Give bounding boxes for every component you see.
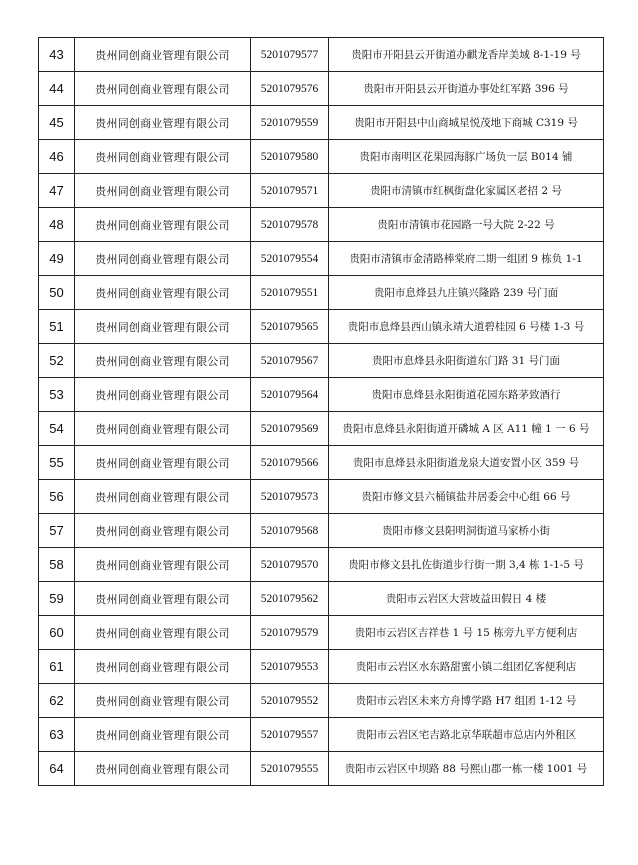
table-row bbox=[39, 412, 604, 446]
records-table-body bbox=[39, 38, 604, 786]
company-name-cell: 贵州同创商业管理有限公司 bbox=[75, 412, 251, 446]
store-code-cell: 5201079566 bbox=[251, 446, 329, 480]
table-row bbox=[39, 752, 604, 786]
row-number-cell: 44 bbox=[39, 72, 75, 106]
row-number-cell: 56 bbox=[39, 480, 75, 514]
row-number-cell: 54 bbox=[39, 412, 75, 446]
row-number-cell: 59 bbox=[39, 582, 75, 616]
row-number-cell: 43 bbox=[39, 38, 75, 72]
company-name-cell: 贵州同创商业管理有限公司 bbox=[75, 616, 251, 650]
records-table bbox=[38, 37, 604, 786]
store-code-cell: 5201079568 bbox=[251, 514, 329, 548]
store-code-cell: 5201079557 bbox=[251, 718, 329, 752]
company-name-cell: 贵州同创商业管理有限公司 bbox=[75, 582, 251, 616]
row-number-cell: 60 bbox=[39, 616, 75, 650]
address-cell: 贵阳市清镇市金清路棒棠府二期一组团 9 栋负 1-1 bbox=[329, 242, 604, 276]
row-number-cell: 53 bbox=[39, 378, 75, 412]
company-name-cell: 贵州同创商业管理有限公司 bbox=[75, 752, 251, 786]
table-row bbox=[39, 650, 604, 684]
store-code-cell: 5201079553 bbox=[251, 650, 329, 684]
address-cell: 贵阳市云岩区大营坡益田假日 4 楼 bbox=[329, 582, 604, 616]
company-name-cell: 贵州同创商业管理有限公司 bbox=[75, 140, 251, 174]
company-name-cell: 贵州同创商业管理有限公司 bbox=[75, 38, 251, 72]
address-cell: 贵阳市云岩区未来方舟博学路 H7 组团 1-12 号 bbox=[329, 684, 604, 718]
store-code-cell: 5201079562 bbox=[251, 582, 329, 616]
table-row bbox=[39, 208, 604, 242]
table-row bbox=[39, 38, 604, 72]
table-row bbox=[39, 140, 604, 174]
address-cell: 贵阳市清镇市红枫街盘化家属区老招 2 号 bbox=[329, 174, 604, 208]
store-code-cell: 5201079552 bbox=[251, 684, 329, 718]
document-page bbox=[38, 37, 603, 786]
store-code-cell: 5201079576 bbox=[251, 72, 329, 106]
row-number-cell: 47 bbox=[39, 174, 75, 208]
table-row bbox=[39, 310, 604, 344]
company-name-cell: 贵州同创商业管理有限公司 bbox=[75, 276, 251, 310]
address-cell: 贵阳市清镇市花园路一号大院 2-22 号 bbox=[329, 208, 604, 242]
row-number-cell: 58 bbox=[39, 548, 75, 582]
store-code-cell: 5201079570 bbox=[251, 548, 329, 582]
table-row bbox=[39, 344, 604, 378]
store-code-cell: 5201079555 bbox=[251, 752, 329, 786]
store-code-cell: 5201079551 bbox=[251, 276, 329, 310]
row-number-cell: 57 bbox=[39, 514, 75, 548]
address-cell: 贵阳市息烽县九庄镇兴隆路 239 号门面 bbox=[329, 276, 604, 310]
company-name-cell: 贵州同创商业管理有限公司 bbox=[75, 650, 251, 684]
table-row bbox=[39, 582, 604, 616]
store-code-cell: 5201079579 bbox=[251, 616, 329, 650]
table-row bbox=[39, 106, 604, 140]
address-cell: 贵阳市修文县扎佐街道步行街一期 3,4 栋 1-1-5 号 bbox=[329, 548, 604, 582]
address-cell: 贵阳市息烽县永阳街道花园东路茅致酒行 bbox=[329, 378, 604, 412]
store-code-cell: 5201079554 bbox=[251, 242, 329, 276]
company-name-cell: 贵州同创商业管理有限公司 bbox=[75, 106, 251, 140]
company-name-cell: 贵州同创商业管理有限公司 bbox=[75, 344, 251, 378]
address-cell: 贵阳市修文县六桶镇盐井居委会中心组 66 号 bbox=[329, 480, 604, 514]
row-number-cell: 61 bbox=[39, 650, 75, 684]
store-code-cell: 5201079564 bbox=[251, 378, 329, 412]
company-name-cell: 贵州同创商业管理有限公司 bbox=[75, 310, 251, 344]
store-code-cell: 5201079578 bbox=[251, 208, 329, 242]
store-code-cell: 5201079559 bbox=[251, 106, 329, 140]
table-row bbox=[39, 378, 604, 412]
company-name-cell: 贵州同创商业管理有限公司 bbox=[75, 684, 251, 718]
company-name-cell: 贵州同创商业管理有限公司 bbox=[75, 446, 251, 480]
row-number-cell: 52 bbox=[39, 344, 75, 378]
store-code-cell: 5201079571 bbox=[251, 174, 329, 208]
table-row bbox=[39, 684, 604, 718]
row-number-cell: 45 bbox=[39, 106, 75, 140]
table-row bbox=[39, 72, 604, 106]
table-row bbox=[39, 616, 604, 650]
row-number-cell: 49 bbox=[39, 242, 75, 276]
company-name-cell: 贵州同创商业管理有限公司 bbox=[75, 208, 251, 242]
company-name-cell: 贵州同创商业管理有限公司 bbox=[75, 174, 251, 208]
table-row bbox=[39, 480, 604, 514]
row-number-cell: 64 bbox=[39, 752, 75, 786]
table-row bbox=[39, 174, 604, 208]
table-row bbox=[39, 718, 604, 752]
company-name-cell: 贵州同创商业管理有限公司 bbox=[75, 72, 251, 106]
row-number-cell: 51 bbox=[39, 310, 75, 344]
address-cell: 贵阳市息烽县西山镇永靖大道碧桂园 6 号楼 1-3 号 bbox=[329, 310, 604, 344]
row-number-cell: 62 bbox=[39, 684, 75, 718]
row-number-cell: 63 bbox=[39, 718, 75, 752]
company-name-cell: 贵州同创商业管理有限公司 bbox=[75, 242, 251, 276]
table-row bbox=[39, 548, 604, 582]
address-cell: 贵阳市息烽县永阳街道东门路 31 号门面 bbox=[329, 344, 604, 378]
table-row bbox=[39, 446, 604, 480]
row-number-cell: 48 bbox=[39, 208, 75, 242]
store-code-cell: 5201079569 bbox=[251, 412, 329, 446]
company-name-cell: 贵州同创商业管理有限公司 bbox=[75, 514, 251, 548]
address-cell: 贵阳市云岩区吉祥巷 1 号 15 栋旁九平方便利店 bbox=[329, 616, 604, 650]
address-cell: 贵阳市云岩区中坝路 88 号熙山郡一栋一楼 1001 号 bbox=[329, 752, 604, 786]
company-name-cell: 贵州同创商业管理有限公司 bbox=[75, 378, 251, 412]
table-row bbox=[39, 242, 604, 276]
address-cell: 贵阳市开阳县云开街道办事处红军路 396 号 bbox=[329, 72, 604, 106]
address-cell: 贵阳市开阳县中山商城星悦茂地下商城 C319 号 bbox=[329, 106, 604, 140]
store-code-cell: 5201079580 bbox=[251, 140, 329, 174]
store-code-cell: 5201079565 bbox=[251, 310, 329, 344]
company-name-cell: 贵州同创商业管理有限公司 bbox=[75, 718, 251, 752]
company-name-cell: 贵州同创商业管理有限公司 bbox=[75, 548, 251, 582]
address-cell: 贵阳市息烽县永阳街道开磷城 A 区 A11 幢 1 一 6 号 bbox=[329, 412, 604, 446]
store-code-cell: 5201079577 bbox=[251, 38, 329, 72]
table-row bbox=[39, 276, 604, 310]
row-number-cell: 46 bbox=[39, 140, 75, 174]
address-cell: 贵阳市修文县阳明洞街道马家桥小街 bbox=[329, 514, 604, 548]
address-cell: 贵阳市云岩区水东路甜蜜小镇二组团亿客便利店 bbox=[329, 650, 604, 684]
address-cell: 贵阳市息烽县永阳街道龙泉大道安置小区 359 号 bbox=[329, 446, 604, 480]
address-cell: 贵阳市云岩区宅吉路北京华联超市总店内外租区 bbox=[329, 718, 604, 752]
store-code-cell: 5201079567 bbox=[251, 344, 329, 378]
row-number-cell: 55 bbox=[39, 446, 75, 480]
address-cell: 贵阳市开阳县云开街道办麒龙香岸美域 8-1-19 号 bbox=[329, 38, 604, 72]
table-row bbox=[39, 514, 604, 548]
company-name-cell: 贵州同创商业管理有限公司 bbox=[75, 480, 251, 514]
row-number-cell: 50 bbox=[39, 276, 75, 310]
store-code-cell: 5201079573 bbox=[251, 480, 329, 514]
address-cell: 贵阳市南明区花果园海豚广场负一层 B014 铺 bbox=[329, 140, 604, 174]
